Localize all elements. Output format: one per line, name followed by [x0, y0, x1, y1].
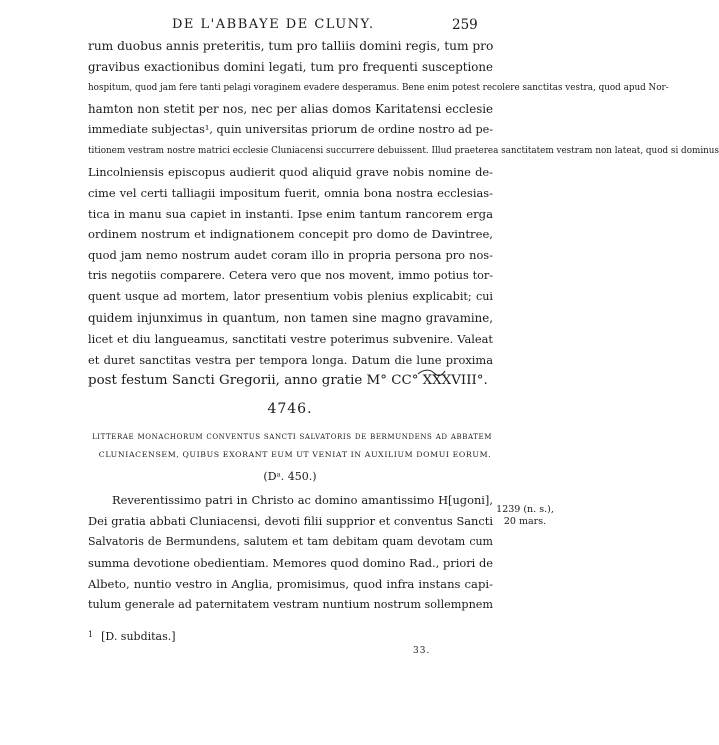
- text-line: gravibus exactionibus domini legati, tum pro frequenti susceptione: [88, 59, 493, 74]
- margin-date-day: 20 mars.: [503, 516, 547, 527]
- footnote-marker: 1: [88, 630, 94, 639]
- document-heading-line: CLUNIACENSEM, QUIBUS EXORANT EUM UT VENIAT IN AUXILIUM DOMUI EORUM.: [98, 450, 492, 459]
- document-heading-line: LITTERAE MONACHORUM CONVENTUS SANCTI SALVATORIS DE BERMUNDENS AD ABBATEM: [92, 433, 492, 441]
- text-line: tris negotiis comparere. Cetera vero que nos movent, immo potius tor-: [88, 269, 493, 283]
- text-line: licet et diu langueamus, sanctitati vestre poterimus subvenire. Valeat: [88, 332, 493, 347]
- text-line: immediate subjectas¹, quin universitas priorum de ordine nostro ad pe-: [88, 122, 494, 136]
- document-heading: [92, 429, 492, 463]
- text-line: tulum generale ad paternitatem vestram nuntium nostrum sollempnem: [88, 597, 493, 611]
- text-line: Salvatoris de Bermundens, salutem et tam debitam quam devotam cum: [88, 534, 493, 548]
- text-line: quod jam nemo nostrum audet coram illo in propria persona pro nos-: [88, 248, 493, 263]
- running-head: [0, 17, 580, 37]
- text-line: cime vel certi talliagii impositum fuerit, omnia bona nostra ecclesias-: [88, 185, 493, 200]
- text-line: tica in manu sua capiet in instanti. Ipse enim tantum rancorem erga: [88, 206, 493, 221]
- signature-mark: 33.: [413, 646, 431, 656]
- body-text-block-2: [88, 490, 493, 616]
- text-line: Dei gratia abbati Cluniacensi, devoti filii supprior et conventus Sancti: [88, 513, 493, 528]
- text-line: summa devotione obedientiam. Memores quod domino Rad., priori de: [88, 555, 493, 570]
- margin-date-note: [494, 504, 556, 528]
- running-title: DE L'ABBAYE DE CLUNY.: [172, 17, 375, 32]
- text-line: ordinem nostrum et indignationem concepit pro domo de Davintree,: [88, 227, 493, 242]
- text-line: post festum Sancti Gregorii, anno gratie M° CC° XXXVIII°.: [88, 373, 488, 388]
- text-line: rum duobus annis preteritis, tum pro talliis domini regis, tum pro: [88, 39, 494, 53]
- text-line: hospitum, quod jam fere tanti pelagi voraginem evadere desperamus. Bene enim potest recolere sanctitas vestra, quod apud Nor-: [88, 82, 669, 93]
- flourish-mark: [416, 368, 446, 378]
- text-line: Reverentissimo patri in Christo ac domino amantissimo H[ugoni],: [112, 493, 493, 507]
- document-number: 4746.: [267, 401, 313, 417]
- text-line: hamton non stetit per nos, nec per alias domos Karitatensi ecclesie: [88, 101, 493, 116]
- document-reference: (Dᵃ. 450.): [263, 470, 317, 483]
- page-number: 259: [452, 17, 478, 33]
- text-line: titionem vestram nostre matrici ecclesie Cluniacensi succurrere debuissent. Illud praeterea sanctitatem vestram non lateat, quod si dominus: [88, 145, 719, 156]
- text-line: Lincolniensis episcopus audierit quod aliquid grave nobis nomine de-: [88, 164, 493, 179]
- text-line: quidem injunximus in quantum, non tamen sine magno gravamine,: [88, 311, 493, 326]
- margin-date-year: 1239 (n. s.),: [496, 504, 554, 515]
- footnote-text: [D. subditas.]: [101, 630, 176, 643]
- body-text-block-1: [88, 36, 719, 392]
- text-line: et duret sanctitas vestra per tempora longa. Datum die lune proxima: [88, 353, 493, 368]
- footnote: [88, 630, 176, 643]
- text-line: Albeto, nuntio vestro in Anglia, promisimus, quod infra instans capi-: [88, 576, 493, 591]
- text-line: quent usque ad mortem, lator presentium vobis plenius explicabit; cui: [88, 290, 493, 304]
